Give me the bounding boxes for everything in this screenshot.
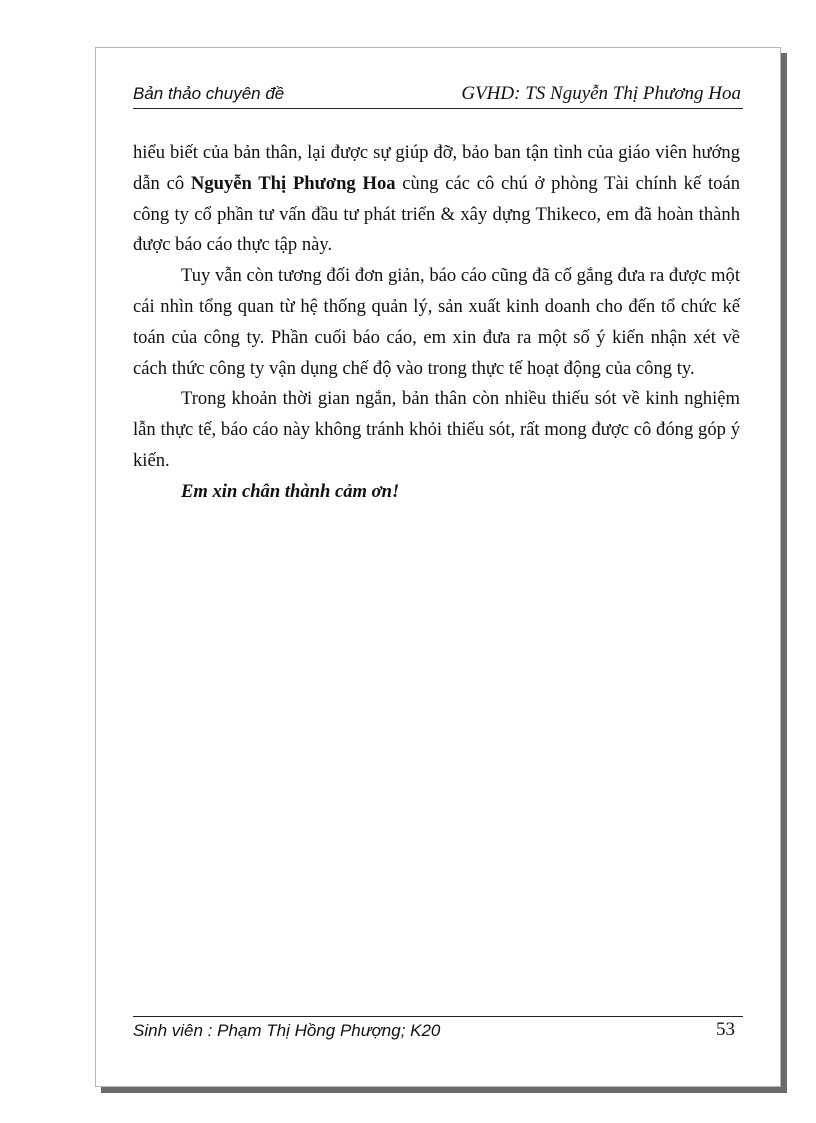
paragraph-1-line-3: công ty cổ phần tư vấn đầu tư phát triển & xây dựng Thikeco, em đã hoàn thành [133,203,740,225]
student-info: Sinh viên : Phạm Thị Hồng Phượng; K20 [133,1021,441,1040]
paragraph-1-line-4: được báo cáo thực tập này. [133,234,333,256]
advisor-name: Nguyễn Thị Phương Hoa [190,172,396,194]
paragraph-2: Tuy vẫn còn tương đối đơn giản, báo cáo cũng đã cố gắng đưa ra được một cái nhìn tổng quan từ hệ thống quản lý, sản xuất kinh doanh cho đến tổ chức kế toán của công ty. Phần cuối báo cáo, em xin đưa ra một số ý kiến nhận xét về cách thức công ty vận dụng chế độ vào trong thực tế hoạt động của công ty. [133,265,740,379]
header-title: Bản thảo chuyên đề [133,84,285,103]
page-footer [133,1016,743,1047]
paragraph-1-line-2 [133,169,740,200]
paragraph-1-text-continued: cùng các cô chú ở phòng Tài chính kế toán [395,172,740,194]
page-header [133,82,743,109]
closing-thanks: Em xin chân thành cảm ơn! [181,480,400,502]
paragraph-1-line-1: hiểu biết của bản thân, lại được sự giúp đỡ, bảo ban tận tình của giáo viên hướng [133,142,740,163]
paragraph-3: Trong khoản thời gian ngắn, bản thân còn nhiều thiếu sót về kinh nghiệm lẫn thực tế, báo cáo này không tránh khỏi thiếu sót, rất mong được cô đóng góp ý kiến. [133,388,740,471]
header-advisor: GVHD: TS Nguyễn Thị Phương Hoa [461,83,741,104]
page-number: 53 [716,1019,735,1040]
paragraph-1-text: dẫn cô [133,172,191,194]
document-body [133,138,740,508]
